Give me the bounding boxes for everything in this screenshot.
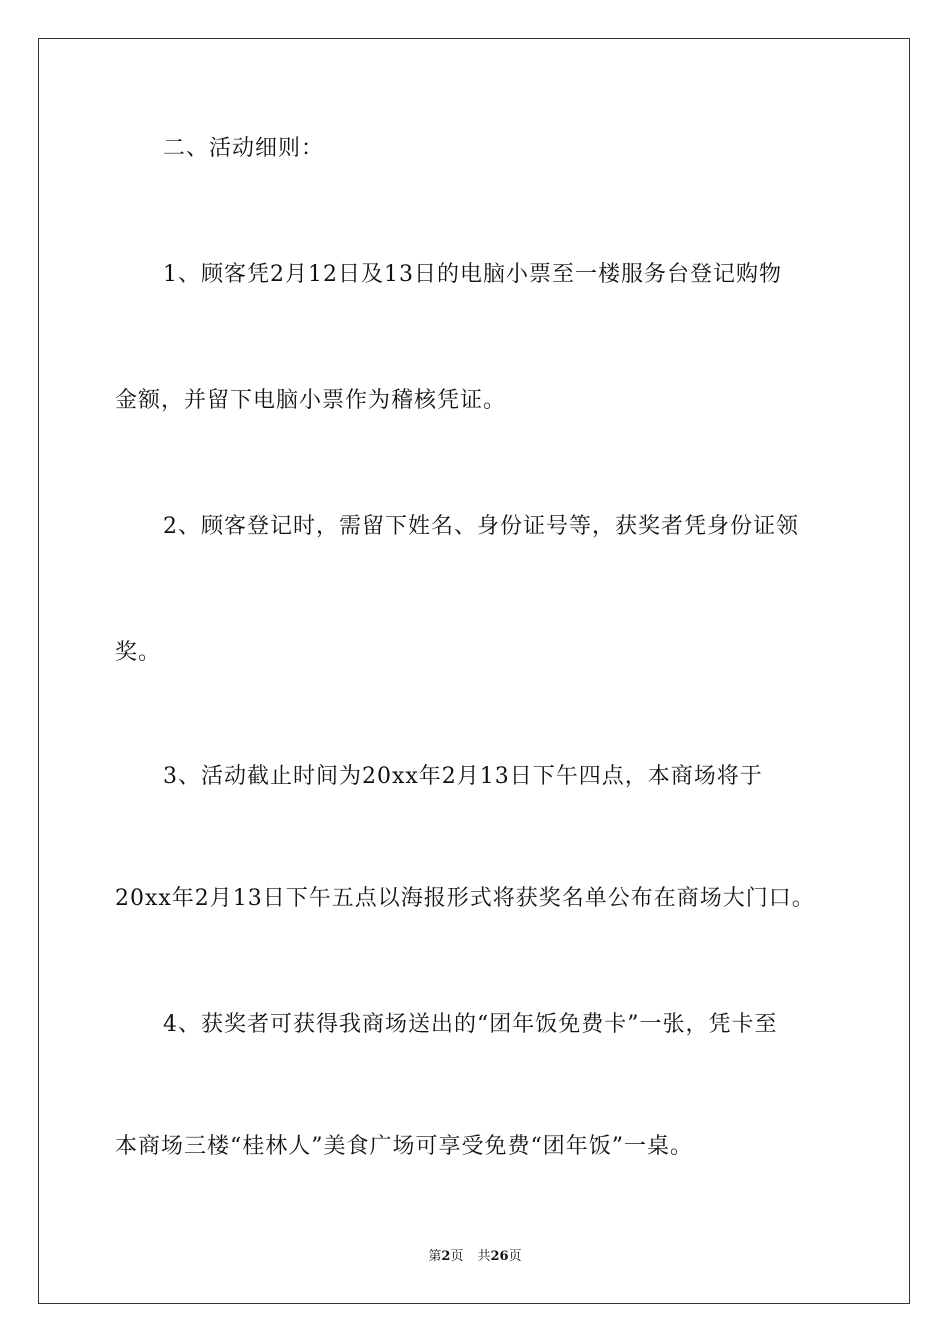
- paragraph-4-line-2: 本商场三楼“桂林人”美食广场可享受免费“团年饭”一桌。: [115, 1134, 693, 1159]
- paragraph-3-line-1: 3、活动截止时间为20xx年2月13日下午四点，本商场将于: [163, 764, 763, 789]
- footer-page-prefix: 第: [428, 1249, 442, 1264]
- footer-total-suffix: 页: [508, 1249, 522, 1264]
- paragraph-1-line-2: 金额，并留下电脑小票作为稽核凭证。: [115, 388, 507, 413]
- page-footer: [0, 1248, 950, 1266]
- paragraph-3-line-2: 20xx年2月13日下午五点以海报形式将获奖名单公布在商场大门口。: [115, 886, 815, 911]
- footer-total-number: 26: [490, 1249, 509, 1264]
- paragraph-2-line-1: 2、顾客登记时，需留下姓名、身份证号等，获奖者凭身份证领: [163, 514, 799, 539]
- footer-total-prefix: 共: [477, 1249, 491, 1264]
- page-border: [38, 38, 910, 1304]
- paragraph-2-line-2: 奖。: [115, 640, 162, 665]
- paragraph-4-line-1: 4、获奖者可获得我商场送出的“团年饭免费卡”一张，凭卡至: [163, 1012, 778, 1037]
- footer-page-number: 2: [441, 1249, 451, 1264]
- section-heading: 二、活动细则：: [163, 136, 325, 161]
- footer-page-suffix: 页: [450, 1249, 464, 1264]
- paragraph-1-line-1: 1、顾客凭2月12日及13日的电脑小票至一楼服务台登记购物: [163, 262, 782, 287]
